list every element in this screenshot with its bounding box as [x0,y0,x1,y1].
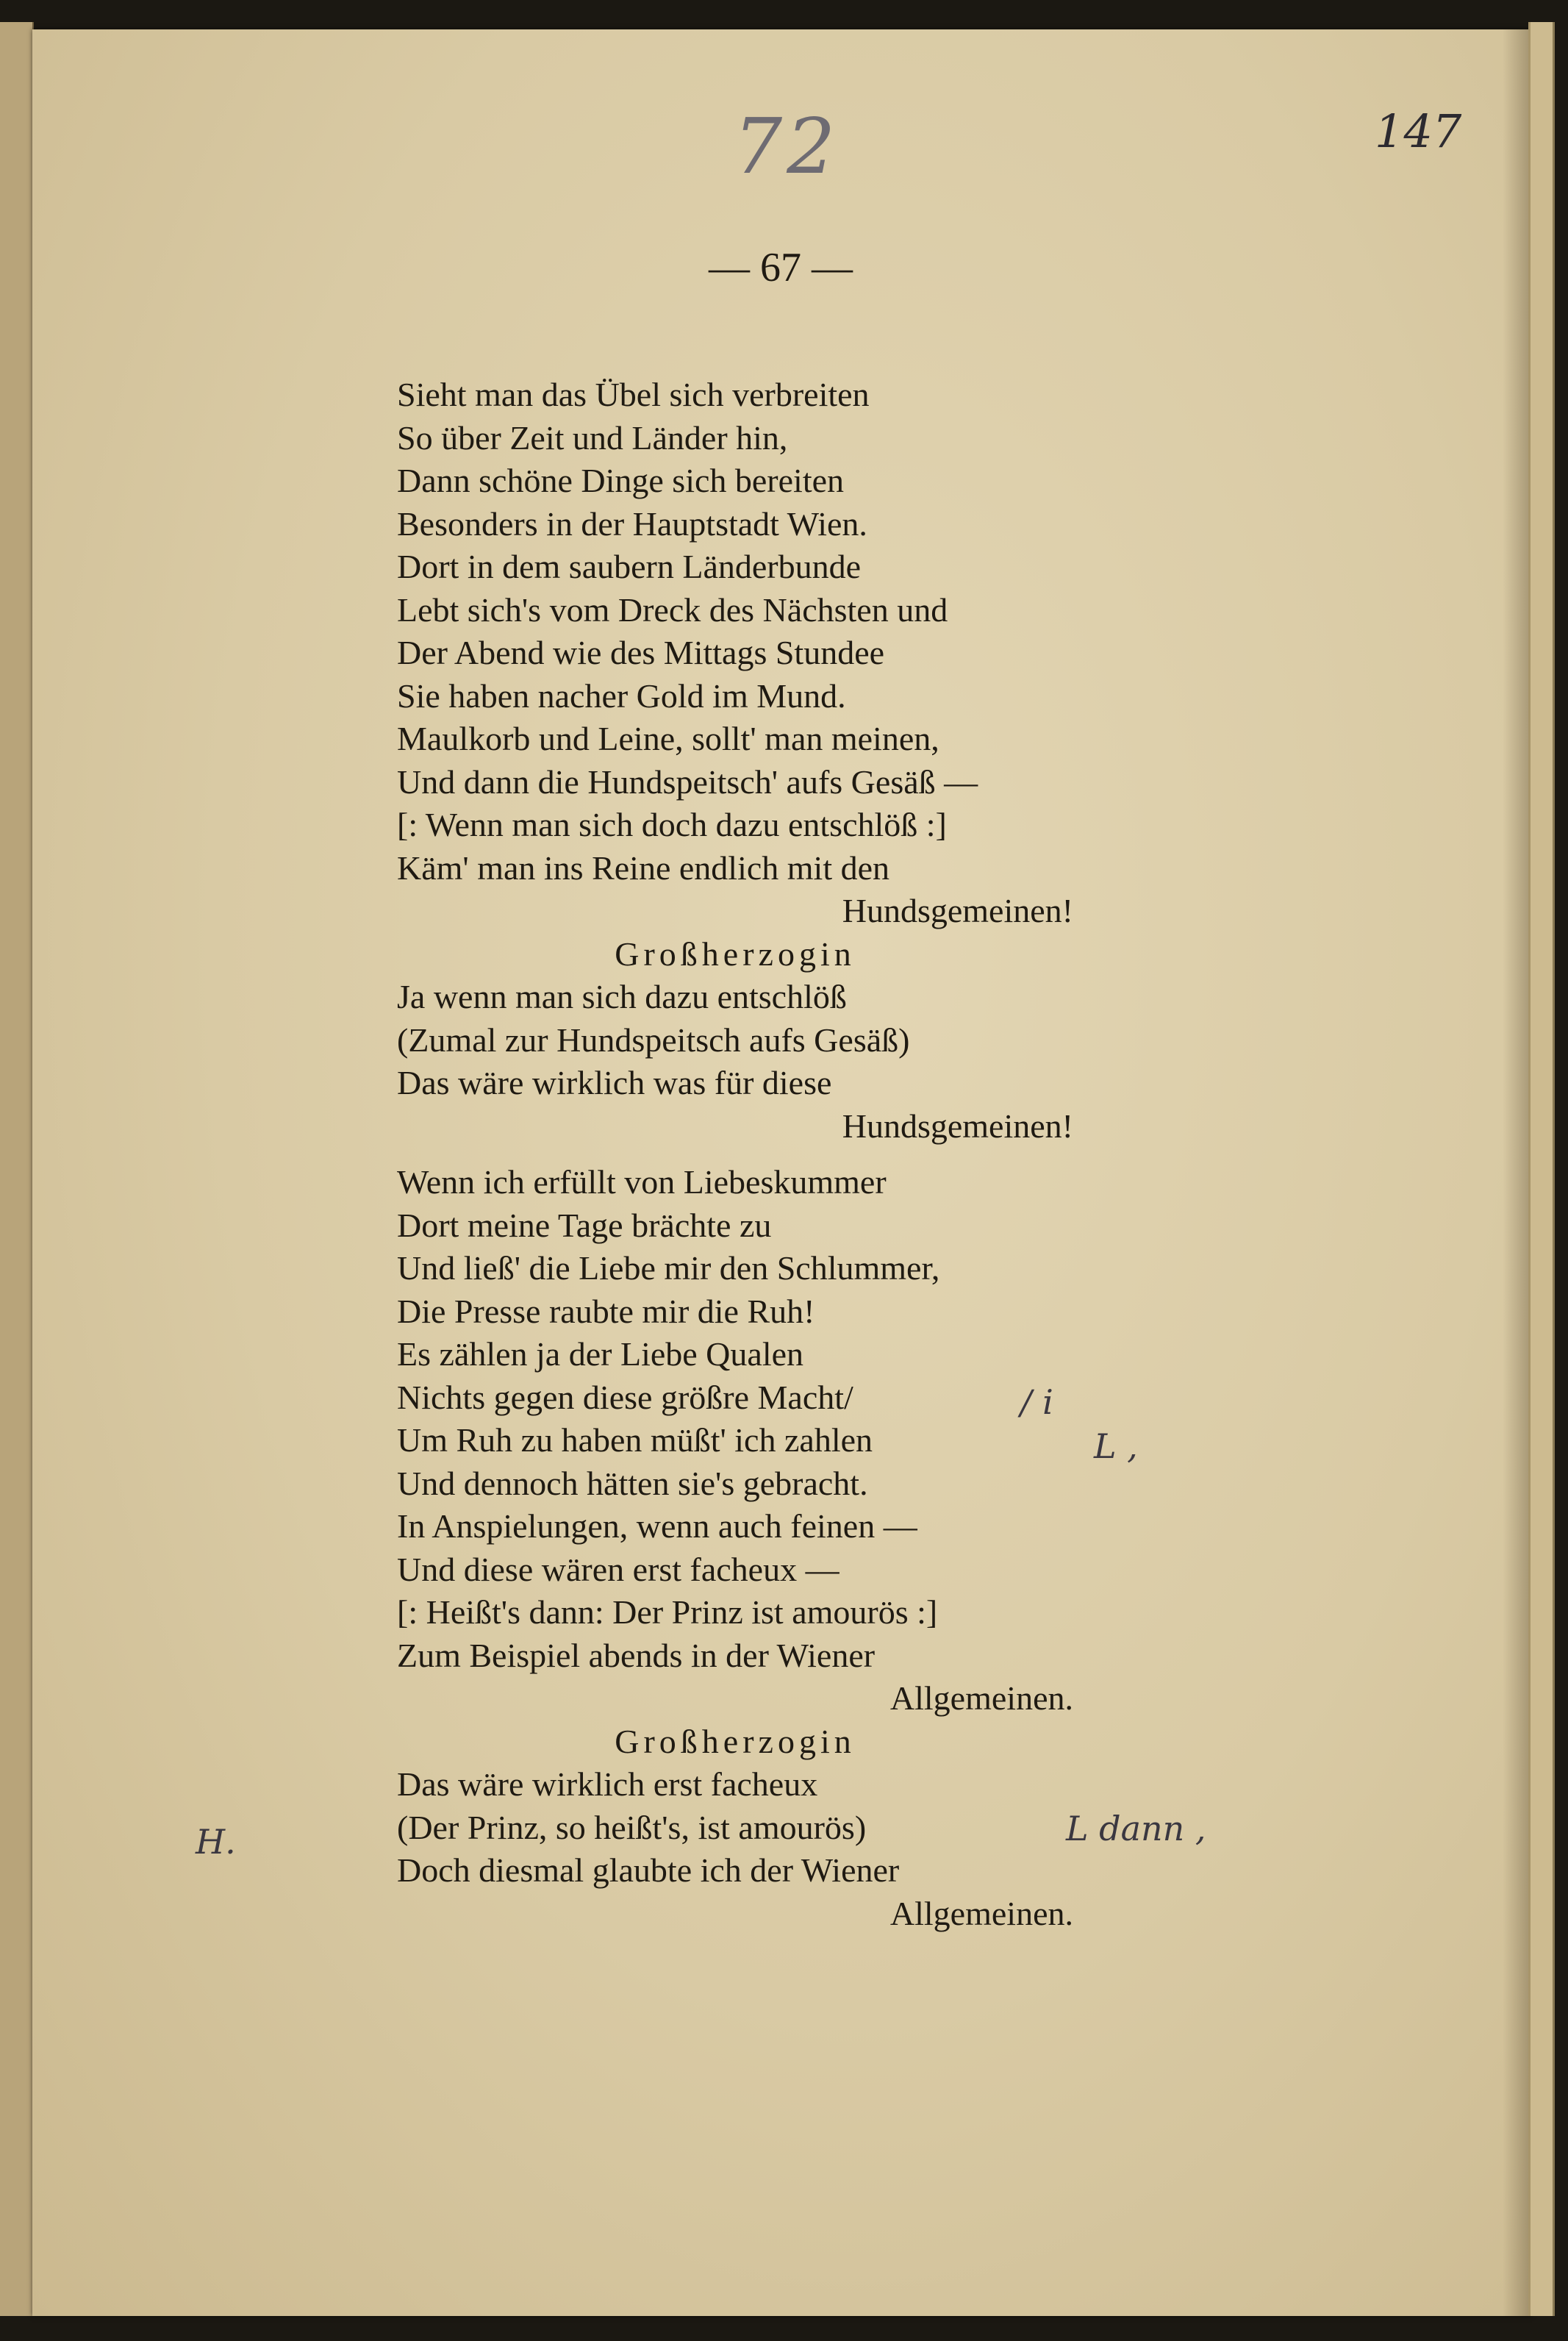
verse-line: [: Wenn man sich doch dazu entschlöß :] [397,806,947,843]
verse-line: Ja wenn man sich dazu entschlöß [397,978,847,1015]
verse-line: Dort in dem saubern Länderbunde [397,548,862,585]
verse-line: Die Presse raubte mir die Ruh! [397,1292,815,1330]
verse-line: Lebt sich's vom Dreck des Nächsten und [397,590,948,629]
speaker-heading: Großherzogin [615,934,856,973]
verse-3 [397,1161,1191,1720]
verse-line: Das wäre wirklich erst facheux [397,1765,818,1803]
verse-1 [397,374,1191,933]
verse-line: Sie haben nacher Gold im Mund. [397,676,846,715]
song-text [397,374,1191,1935]
verse-line: Allgemeinen. [889,1894,1073,1932]
verse-line: Doch diesmal glaubte ich der Wiener [397,1851,900,1889]
verse-line: Der Abend wie des Mittags Stundee [397,634,885,671]
folio-number-handwritten: 147 [1375,104,1462,158]
verse-line: Hundsgemeinen! [842,892,1073,929]
verse-line: Dort meine Tage brächte zu [397,1206,772,1244]
verse-line: So über Zeit und Länder hin, [397,418,788,457]
verse-line: Allgemeinen. [889,1679,1073,1717]
margin-annotation: / i [1020,1382,1053,1422]
right-page-edges [1528,22,1555,2316]
verse-2 [397,976,1191,1148]
verse-4 [397,1763,1191,1935]
page-number: — 67 — [709,245,853,290]
verse-line: Zum Beispiel abends in der Wiener [397,1636,876,1674]
verse-line: In Anspielungen, wenn auch feinen — [397,1507,917,1545]
verse-line: Wenn ich erfüllt von Liebeskummer [397,1163,887,1201]
verse-line: Um Ruh zu haben müßt' ich zahlen [397,1421,873,1459]
verse-line: Und dann die Hundspeitsch' aufs Gesäß — [397,762,978,801]
margin-annotation: L , [1094,1426,1138,1466]
margin-annotation: H. [196,1822,236,1862]
verse-line: Es zählen ja der Liebe Qualen [397,1335,804,1373]
verse-line: Dann schöne Dinge sich bereiten [397,462,845,499]
archive-number-handwritten: 72 [734,101,840,191]
margin-annotation: L dann , [1066,1809,1206,1848]
verse-line: Und ließ' die Liebe mir den Schlummer, [397,1249,940,1287]
verse-line: Das wäre wirklich was für diese [397,1064,832,1101]
verse-line: Käm' man ins Reine endlich mit den [397,848,890,887]
verse-line: (Zumal zur Hundspeitsch aufs Gesäß) [397,1021,910,1059]
verse-line: Hundsgemeinen! [842,1107,1073,1145]
verse-line: Und diese wären erst facheux — [397,1550,840,1588]
verse-line: Besonders in der Hauptstadt Wien. [397,504,867,543]
verse-line: Sieht man das Übel sich verbreiten [397,376,870,413]
stanza-gap [397,1148,1191,1161]
verse-line: Und dennoch hätten sie's gebracht. [397,1464,868,1502]
verse-line: [: Heißt's dann: Der Prinz ist amourös :] [397,1593,938,1631]
speaker-heading: Großherzogin [615,1722,856,1760]
verse-line: Nichts gegen diese größre Macht/ [397,1378,853,1416]
verse-line: (Der Prinz, so heißt's, ist amourös) [397,1808,867,1846]
verse-line: Maulkorb und Leine, sollt' man meinen, [397,720,939,757]
left-binding-edge [0,22,34,2316]
